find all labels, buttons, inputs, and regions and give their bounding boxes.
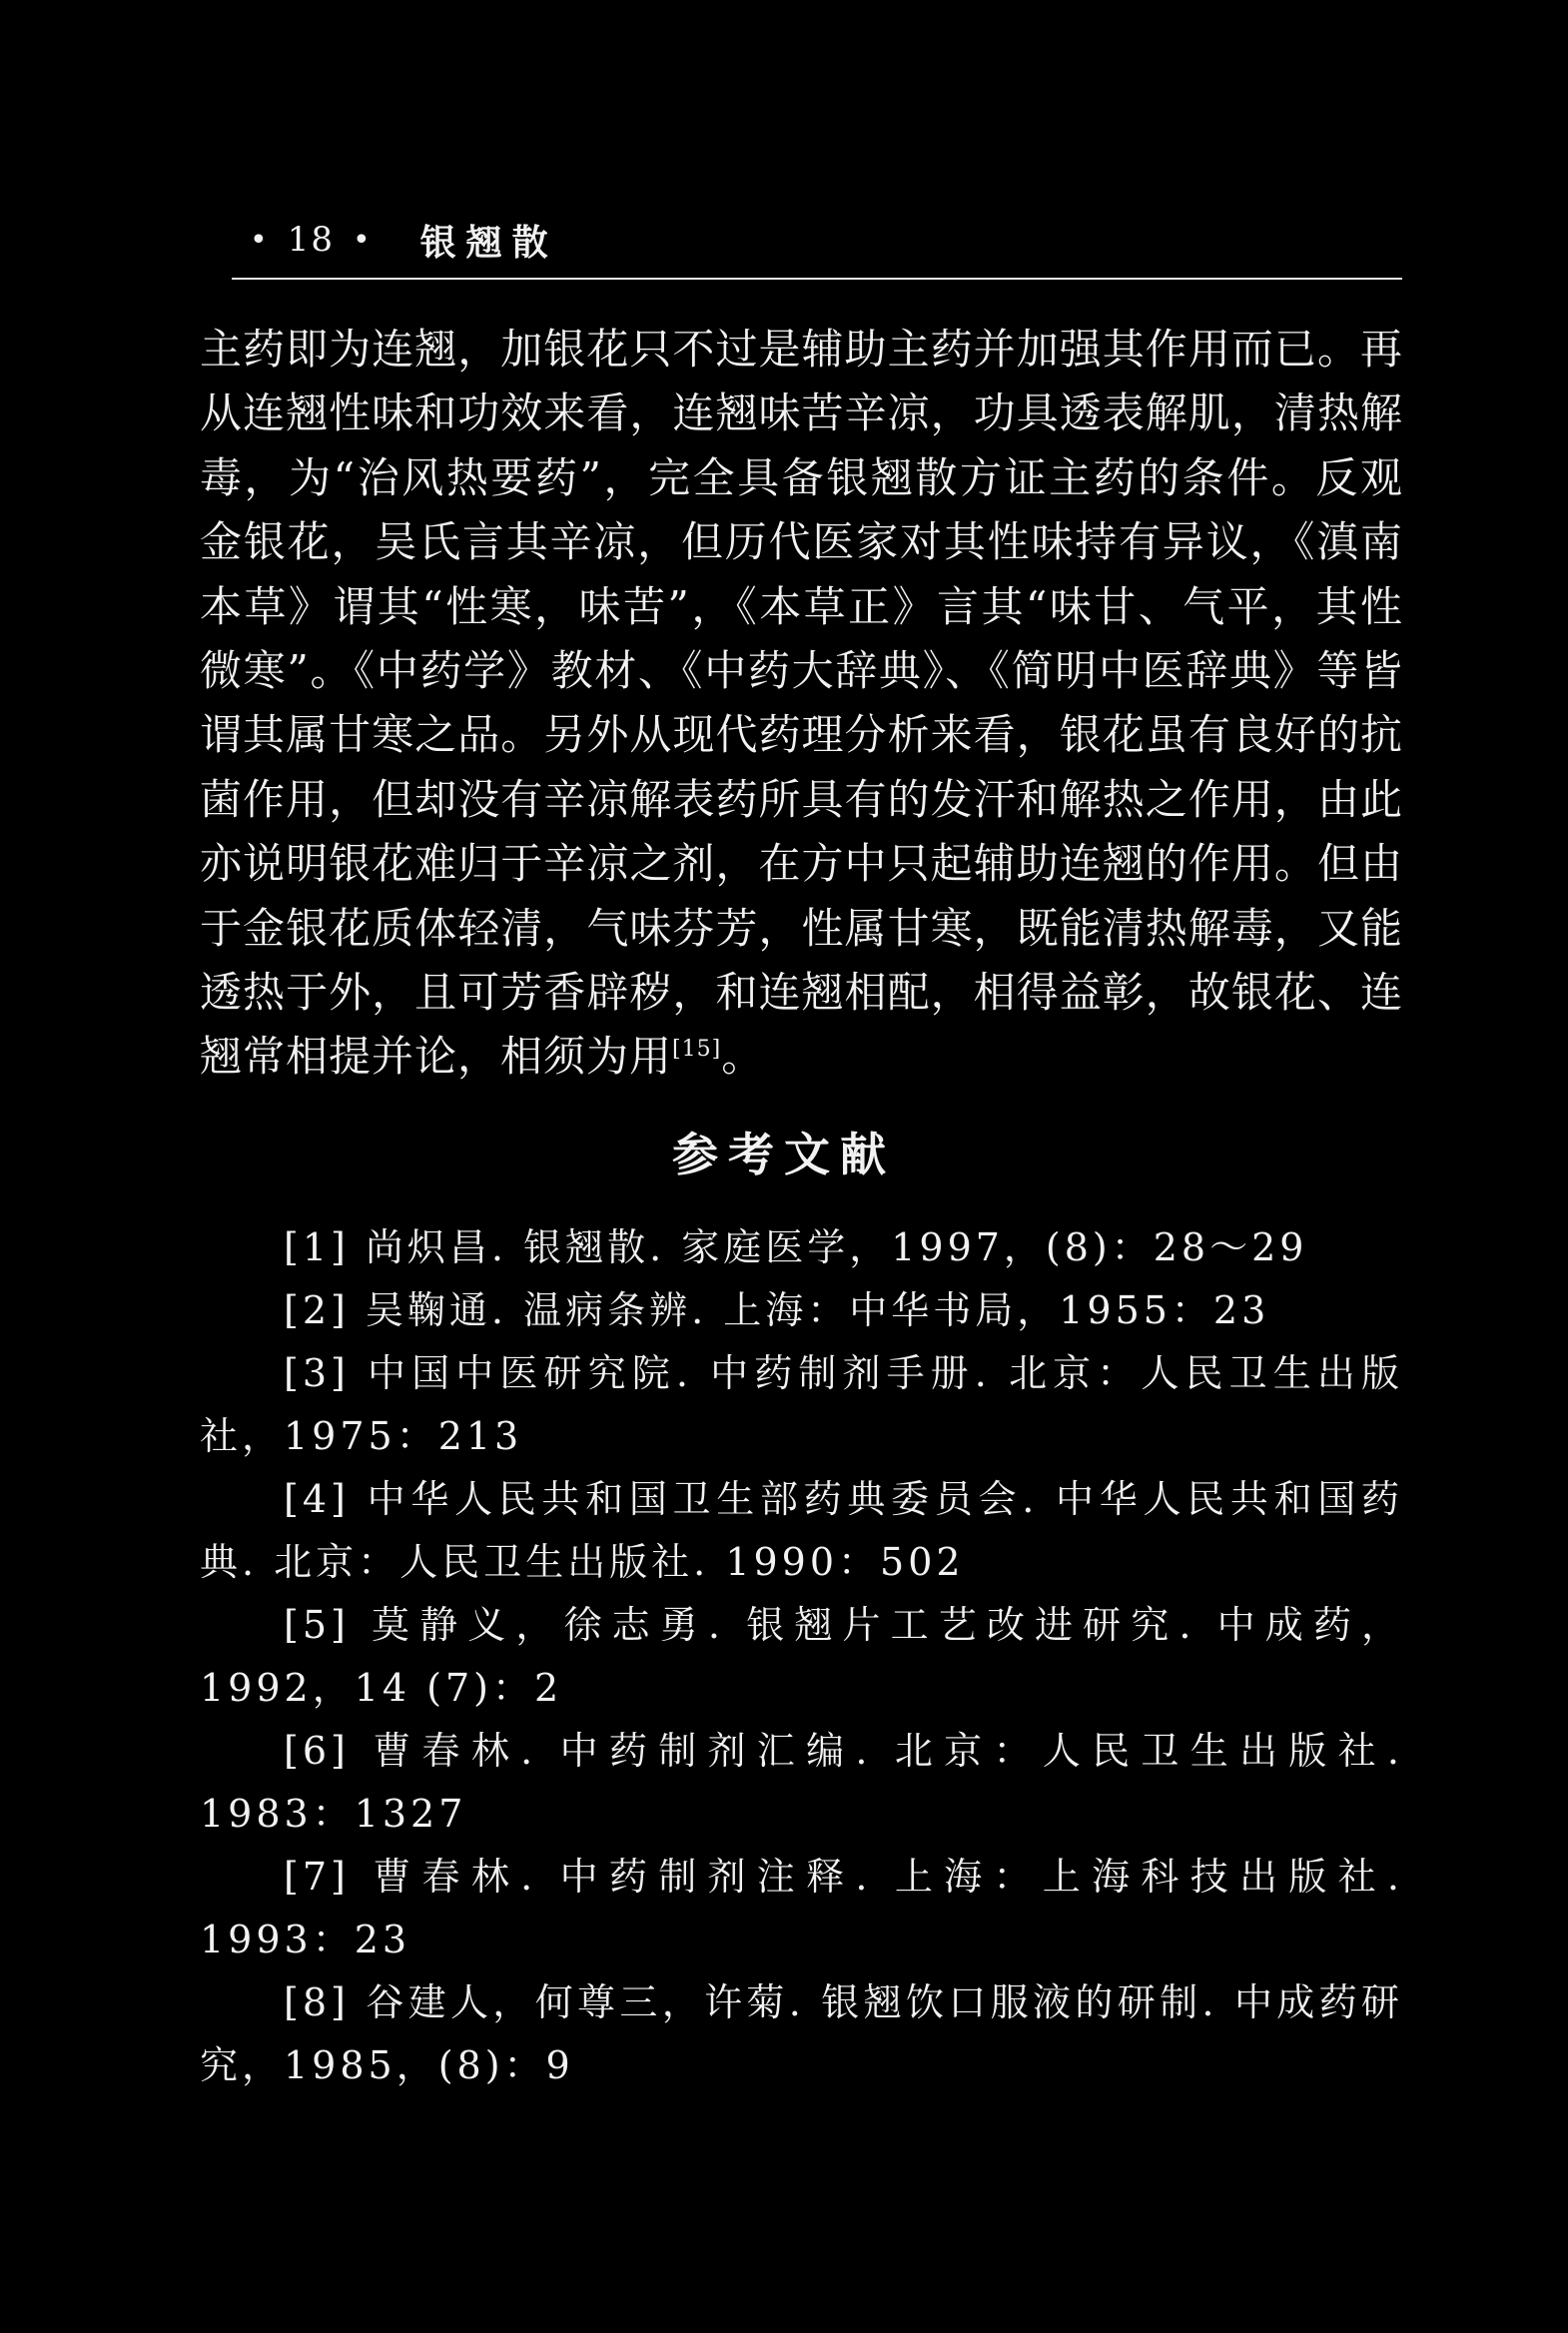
body-end-punct: 。 <box>721 1032 765 1082</box>
reference-item: [2] 吴鞠通. 温病条辨. 上海：中华书局，1955：23 <box>284 1288 1270 1332</box>
citation-marker: [15] <box>672 1037 722 1063</box>
header-dot-right: • <box>352 222 373 258</box>
reference-item: [7] 曹春林. 中药制剂注释. 上海：上海科技出版社. 1993：23 <box>200 1855 1403 1961</box>
body-paragraph <box>200 318 1403 1090</box>
reference-item: [4] 中华人民共和国卫生部药典委员会. 中华人民共和国药典. 北京：人民卫生出版社. 1990：502 <box>200 1477 1403 1584</box>
header-rule <box>232 278 1402 280</box>
body-paragraph-text: 主药即为连翘，加银花只不过是辅助主药并加强其作用而已。再从连翘性味和功效来看，连翘味苦辛凉，功具透表解肌，清热解毒，为“治风热要药”，完全具备银翘散方证主药的条件。反观金银花，吴氏言其辛凉，但历代医家对其性味持有异议，《滇南本草》谓其“性寒，味苦”，《本草正》言其“味甘、气平，其性微寒”。《中药学》教材、《中药大辞典》、《简明中医辞典》等皆谓其属甘寒之品。另外从现代药理分析来看，银花虽有良好的抗菌作用，但却没有辛凉解表药所具有的发汗和解热之作用，由此亦说明银花难归于辛凉之剂，在方中只起辅助连翘的作用。但由于金银花质体轻清，气味芬芳，性属甘寒，既能清热解毒，又能透热于外，且可芳香辟秽，和连翘相配，相得益彰，故银花、连翘常相提并论，相须为用 <box>200 325 1403 1082</box>
reference-item: [6] 曹春林. 中药制剂汇编. 北京：人民卫生出版社. 1983：1327 <box>200 1729 1403 1836</box>
running-title: 银翘散 <box>419 221 558 264</box>
page-header <box>232 212 558 268</box>
reference-item: [8] 谷建人，何尊三，许菊. 银翘饮口服液的研制. 中成药研究，1985，(8)：9 <box>200 1980 1403 2087</box>
references-list <box>200 1216 1403 2097</box>
reference-item: [3] 中国中医研究院. 中药制剂手册. 北京：人民卫生出版社，1975：213 <box>200 1351 1403 1458</box>
reference-item: [5] 莫静义，徐志勇. 银翘片工艺改进研究. 中成药，1992，14 (7)：2 <box>200 1603 1403 1710</box>
header-dot-left: • <box>250 222 270 258</box>
references-title: 参考文献 <box>672 1128 896 1181</box>
reference-item: [1] 尚炽昌. 银翘散. 家庭医学，1997，(8)：28～29 <box>284 1225 1308 1269</box>
page-number: 18 <box>287 220 335 260</box>
